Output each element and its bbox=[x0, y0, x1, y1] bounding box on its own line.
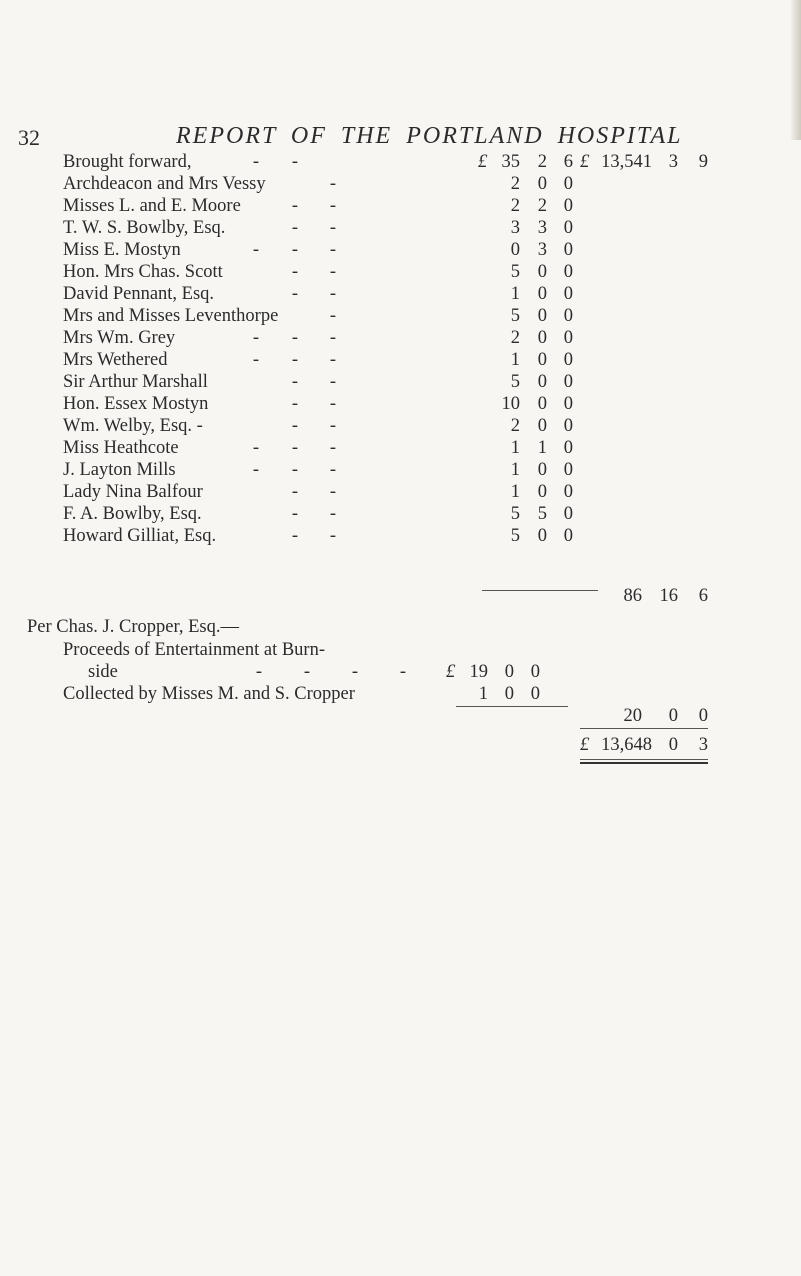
leader-dash: - bbox=[329, 196, 337, 216]
leader-dash: - bbox=[252, 152, 260, 172]
entertainment-proceeds-continuation: side bbox=[88, 662, 118, 682]
amount-pence: 0 bbox=[563, 526, 573, 546]
leader-dash: - bbox=[329, 504, 337, 524]
subscriber-name: T. W. S. Bowlby, Esq. bbox=[63, 218, 226, 238]
leader-dash: - bbox=[329, 372, 337, 392]
amount-pounds: 5 bbox=[510, 526, 520, 546]
leader-dash: - bbox=[291, 262, 299, 282]
page-number: 32 bbox=[18, 125, 40, 150]
leader-dash: - bbox=[329, 240, 337, 260]
leader-dash: - bbox=[252, 460, 260, 480]
cropper-subtotal-pence: 0 bbox=[698, 706, 708, 726]
subscriber-name: Misses L. and E. Moore bbox=[63, 196, 241, 216]
amount-pounds: 1 bbox=[510, 460, 520, 480]
leader-dash: - bbox=[329, 394, 337, 414]
amount-pounds: 1 bbox=[510, 350, 520, 370]
subscriber-name: J. Layton Mills bbox=[63, 460, 176, 480]
amount-shillings: 1 bbox=[537, 438, 547, 458]
leader-dash: - bbox=[399, 662, 407, 682]
subscriber-name: Mrs Wethered bbox=[63, 350, 168, 370]
leader-dash: - bbox=[291, 416, 299, 436]
subscriber-name: Wm. Welby, Esq. - bbox=[63, 416, 203, 436]
subscriber-name: Lady Nina Balfour bbox=[63, 482, 203, 502]
amount-pounds: 1 bbox=[510, 284, 520, 304]
amount-pence: 0 bbox=[563, 350, 573, 370]
entertainment-pounds: 19 bbox=[469, 662, 488, 682]
amount-shillings: 0 bbox=[537, 416, 547, 436]
double-rule-top bbox=[580, 759, 708, 760]
leader-dash: - bbox=[291, 394, 299, 414]
subscriber-name: Miss Heathcote bbox=[63, 438, 179, 458]
subscriber-name: Mrs Wm. Grey bbox=[63, 328, 176, 348]
leader-dash: - bbox=[255, 662, 263, 682]
amount-pence: 0 bbox=[563, 174, 573, 194]
amount-shillings: 0 bbox=[537, 306, 547, 326]
subscriber-name: Mrs and Misses Leventhorpe bbox=[63, 306, 279, 326]
leader-dash: - bbox=[329, 416, 337, 436]
leader-dash: - bbox=[291, 460, 299, 480]
amount-pence: 0 bbox=[563, 218, 573, 238]
amount-pounds: 2 bbox=[510, 416, 520, 436]
brought-forward-pence: 6 bbox=[563, 152, 573, 172]
amount-shillings: 3 bbox=[537, 218, 547, 238]
leader-dash: - bbox=[329, 526, 337, 546]
amount-pounds: 5 bbox=[510, 372, 520, 392]
amount-pounds: 0 bbox=[510, 240, 520, 260]
leader-dash: - bbox=[329, 460, 337, 480]
amount-shillings: 0 bbox=[537, 372, 547, 392]
subtotal-pounds: 86 bbox=[623, 586, 642, 606]
subscriber-name: Miss E. Mostyn bbox=[63, 240, 181, 260]
leader-dash: - bbox=[291, 152, 299, 172]
brought-forward-pounds: 35 bbox=[501, 152, 520, 172]
brought-forward-shillings: 2 bbox=[537, 152, 547, 172]
amount-shillings: 0 bbox=[537, 394, 547, 414]
entertainment-proceeds-line: Proceeds of Entertainment at Burn- bbox=[63, 640, 325, 660]
leader-dash: - bbox=[329, 328, 337, 348]
amount-pence: 0 bbox=[563, 306, 573, 326]
leader-dash: - bbox=[291, 196, 299, 216]
leader-dash: - bbox=[252, 240, 260, 260]
amount-shillings: 0 bbox=[537, 460, 547, 480]
brought-forward-label: Brought forward, bbox=[63, 152, 192, 172]
grand-total-shillings: 0 bbox=[668, 735, 678, 755]
amount-pence: 0 bbox=[563, 196, 573, 216]
amount-pence: 0 bbox=[563, 482, 573, 502]
subscriber-name: Howard Gilliat, Esq. bbox=[63, 526, 217, 546]
amount-pounds: 1 bbox=[510, 482, 520, 502]
grand-total-pounds: 13,648 bbox=[601, 735, 652, 755]
amount-pounds: 5 bbox=[510, 504, 520, 524]
subscriber-name: Sir Arthur Marshall bbox=[63, 372, 208, 392]
collected-pounds: 1 bbox=[478, 684, 488, 704]
cropper-heading: Per Chas. J. Cropper, Esq.— bbox=[27, 617, 239, 637]
amount-shillings: 0 bbox=[537, 350, 547, 370]
subscriber-name: Hon. Mrs Chas. Scott bbox=[63, 262, 223, 282]
grand-total-pound-sign: £ bbox=[580, 735, 590, 755]
leader-dash: - bbox=[291, 482, 299, 502]
subtotal-pence: 6 bbox=[698, 586, 708, 606]
leader-dash: - bbox=[291, 328, 299, 348]
amount-pence: 0 bbox=[563, 262, 573, 282]
cropper-subtotal-shillings: 0 bbox=[668, 706, 678, 726]
amount-pounds: 3 bbox=[510, 218, 520, 238]
leader-dash: - bbox=[329, 262, 337, 282]
subscriber-name: Hon. Essex Mostyn bbox=[63, 394, 209, 414]
amount-pence: 0 bbox=[563, 460, 573, 480]
total-rule bbox=[580, 728, 708, 729]
grand-total-pence: 3 bbox=[698, 735, 708, 755]
column-rule bbox=[482, 590, 598, 591]
amount-pence: 0 bbox=[563, 284, 573, 304]
leader-dash: - bbox=[252, 438, 260, 458]
leader-dash: - bbox=[291, 504, 299, 524]
amount-pounds: 1 bbox=[510, 438, 520, 458]
subscriber-name: F. A. Bowlby, Esq. bbox=[63, 504, 202, 524]
leader-dash: - bbox=[329, 482, 337, 502]
amount-pence: 0 bbox=[563, 504, 573, 524]
subtotal-shillings: 16 bbox=[659, 586, 678, 606]
double-rule-bottom bbox=[580, 762, 708, 764]
leader-dash: - bbox=[252, 328, 260, 348]
carried-total-pence: 9 bbox=[698, 152, 708, 172]
leader-dash: - bbox=[291, 438, 299, 458]
leader-dash: - bbox=[291, 350, 299, 370]
amount-shillings: 3 bbox=[537, 240, 547, 260]
subscriber-name: Archdeacon and Mrs Vessy bbox=[63, 174, 266, 194]
leader-dash: - bbox=[329, 218, 337, 238]
amount-pence: 0 bbox=[563, 394, 573, 414]
cropper-subtotal-pounds: 20 bbox=[623, 706, 642, 726]
entertainment-pound-sign: £ bbox=[446, 662, 456, 682]
leader-dash: - bbox=[351, 662, 359, 682]
running-title: REPORT OF THE PORTLAND HOSPITAL bbox=[176, 123, 683, 149]
leader-dash: - bbox=[291, 526, 299, 546]
amount-pounds: 10 bbox=[501, 394, 520, 414]
leader-dash: - bbox=[329, 174, 337, 194]
amount-shillings: 5 bbox=[537, 504, 547, 524]
carried-total-pounds: 13,541 bbox=[601, 152, 652, 172]
entertainment-pence: 0 bbox=[530, 662, 540, 682]
leader-dash: - bbox=[291, 284, 299, 304]
collected-by-line: Collected by Misses M. and S. Cropper bbox=[63, 684, 355, 704]
amount-pounds: 5 bbox=[510, 306, 520, 326]
amount-shillings: 0 bbox=[537, 482, 547, 502]
amount-shillings: 0 bbox=[537, 262, 547, 282]
leader-dash: - bbox=[291, 372, 299, 392]
amount-pence: 0 bbox=[563, 416, 573, 436]
leader-dash: - bbox=[252, 350, 260, 370]
leader-dash: - bbox=[303, 662, 311, 682]
leader-dash: - bbox=[329, 284, 337, 304]
amount-shillings: 0 bbox=[537, 526, 547, 546]
amount-pence: 0 bbox=[563, 372, 573, 392]
page-edge-shadow bbox=[791, 0, 801, 140]
amount-pounds: 5 bbox=[510, 262, 520, 282]
brought-forward-pound-sign: £ bbox=[478, 152, 488, 172]
amount-shillings: 0 bbox=[537, 284, 547, 304]
collected-shillings: 0 bbox=[504, 684, 514, 704]
leader-dash: - bbox=[291, 218, 299, 238]
carried-total-pound-sign: £ bbox=[580, 152, 590, 172]
collected-pence: 0 bbox=[530, 684, 540, 704]
amount-shillings: 2 bbox=[537, 196, 547, 216]
amount-shillings: 0 bbox=[537, 174, 547, 194]
carried-total-shillings: 3 bbox=[668, 152, 678, 172]
amount-shillings: 0 bbox=[537, 328, 547, 348]
amount-pence: 0 bbox=[563, 240, 573, 260]
leader-dash: - bbox=[329, 350, 337, 370]
amount-pounds: 2 bbox=[510, 328, 520, 348]
column-rule bbox=[456, 706, 568, 707]
leader-dash: - bbox=[329, 306, 337, 326]
amount-pence: 0 bbox=[563, 328, 573, 348]
leader-dash: - bbox=[329, 438, 337, 458]
subscriber-name: David Pennant, Esq. bbox=[63, 284, 215, 304]
amount-pounds: 2 bbox=[510, 174, 520, 194]
amount-pence: 0 bbox=[563, 438, 573, 458]
leader-dash: - bbox=[291, 240, 299, 260]
entertainment-shillings: 0 bbox=[504, 662, 514, 682]
amount-pounds: 2 bbox=[510, 196, 520, 216]
